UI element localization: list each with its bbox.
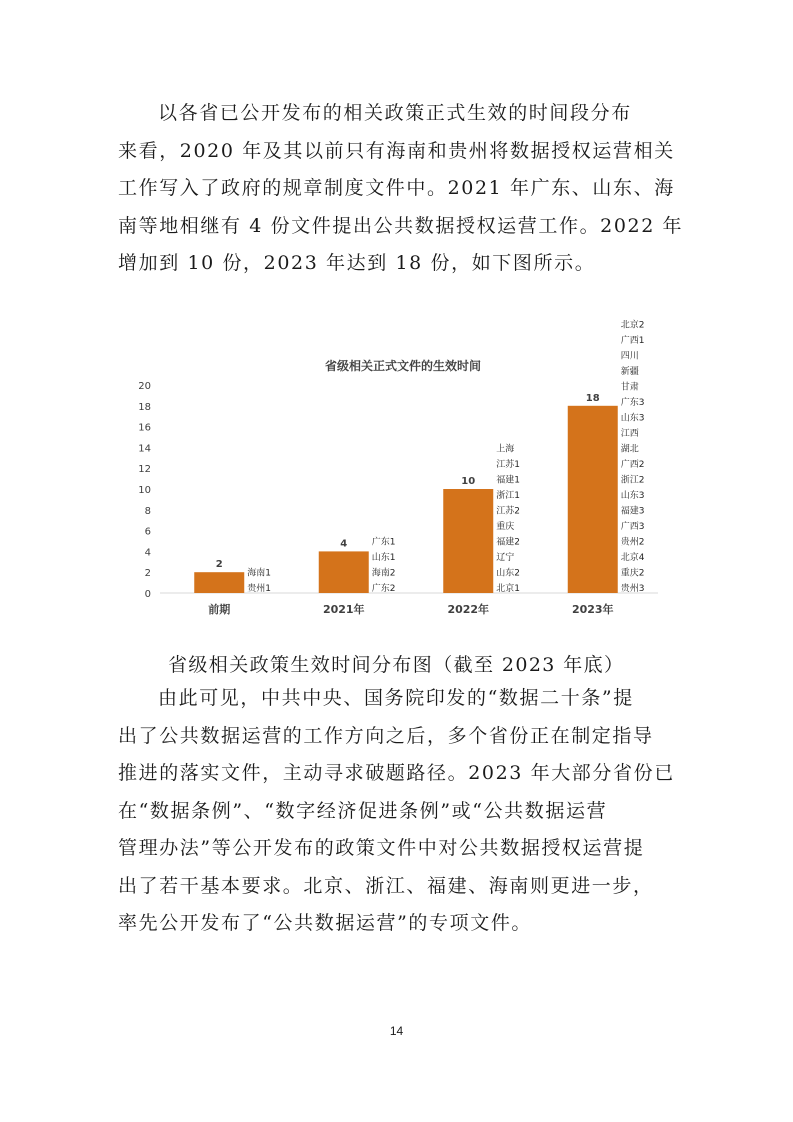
bar-annotation-label: 广东2 bbox=[371, 584, 396, 594]
y-tick-label: 0 bbox=[144, 589, 151, 600]
x-tick-label: 2023年 bbox=[571, 603, 614, 616]
x-tick-label: 2021年 bbox=[322, 603, 365, 616]
bar-annotation-label: 贵州2 bbox=[620, 537, 645, 548]
bar-annotation-label: 四川 bbox=[620, 351, 639, 362]
y-tick-label: 18 bbox=[138, 401, 151, 413]
bar-annotation-label: 广东1 bbox=[371, 537, 396, 548]
bar-annotation-label: 贵州3 bbox=[620, 584, 645, 594]
bar-annotation-label: 山东3 bbox=[620, 413, 645, 424]
bar-annotation-label: 江苏2 bbox=[496, 506, 520, 517]
bar bbox=[319, 551, 369, 593]
paragraph-line: 在“数据条例”、“数字经济促进条例”或“公共数据运营 bbox=[118, 799, 608, 822]
paragraph-line: 推进的落实文件，主动寻求破题路径。2023 年大部分省份已 bbox=[118, 762, 675, 784]
bar-annotation-label: 广西3 bbox=[620, 522, 645, 532]
bar-annotation-label: 山东1 bbox=[371, 553, 396, 563]
bar-annotation-label: 浙江2 bbox=[620, 475, 645, 486]
y-tick-label: 16 bbox=[138, 422, 151, 434]
bar-annotation-label: 贵州1 bbox=[247, 584, 271, 594]
bar-annotation-label: 江苏1 bbox=[496, 460, 520, 470]
bar-annotation-label: 重庆2 bbox=[620, 568, 645, 579]
bar-annotation-label: 北京1 bbox=[496, 584, 520, 594]
bar-annotation-label: 福建1 bbox=[496, 475, 520, 486]
bar-annotation-label: 福建2 bbox=[496, 537, 520, 548]
bar-annotation-label: 浙江1 bbox=[496, 491, 520, 501]
paragraph-line: 以各省已公开发布的相关政策正式生效的时间段分布 bbox=[158, 102, 632, 124]
bar-value-label: 4 bbox=[340, 538, 348, 550]
paragraph-line: 来看，2020 年及其以前只有海南和贵州将数据授权运营相关 bbox=[118, 139, 675, 162]
bar bbox=[568, 406, 618, 593]
y-tick-label: 10 bbox=[138, 485, 151, 496]
bar-annotation-label: 重庆 bbox=[496, 522, 515, 532]
bar-annotation-label: 新疆 bbox=[620, 367, 639, 377]
y-tick-label: 4 bbox=[144, 547, 151, 559]
x-tick-label: 前期 bbox=[208, 603, 231, 616]
bar-annotation-label: 北京2 bbox=[620, 320, 645, 331]
paragraph-line: 出了公共数据运营的工作方向之后，多个省份正在制定指导 bbox=[118, 724, 654, 747]
bar-annotation-label: 海南1 bbox=[247, 568, 271, 579]
paragraph-line: 率先公开发布了“公共数据运营”的专项文件。 bbox=[118, 912, 533, 934]
y-tick-label: 20 bbox=[138, 381, 151, 392]
bar-annotation-label: 江西 bbox=[620, 429, 639, 439]
bar bbox=[194, 572, 244, 593]
bar bbox=[443, 489, 493, 593]
paragraph-line: 工作写入了政府的规章制度文件中。2021 年广东、山东、海 bbox=[118, 177, 675, 199]
chart-title: 省级相关正式文件的生效时间 bbox=[324, 359, 482, 373]
paragraph-line: 南等地相继有 4 份文件提出公共数据授权运营工作。2022 年 bbox=[118, 214, 684, 237]
bar-annotation-label: 山东2 bbox=[496, 568, 520, 579]
bar-annotation-label: 广西1 bbox=[620, 336, 645, 346]
paragraph-line: 出了若干基本要求。北京、浙江、福建、海南则更进一步， bbox=[118, 874, 654, 897]
bar-annotation-label: 广东3 bbox=[620, 398, 645, 408]
bar-annotation-label: 北京4 bbox=[620, 553, 645, 563]
chart-caption: 省级相关政策生效时间分布图（截至 2023 年底） bbox=[168, 654, 625, 676]
paragraph-line: 由此可见，中共中央、国务院印发的“数据二十条”提 bbox=[158, 687, 634, 709]
paragraph-line: 增加到 10 份，2023 年达到 18 份，如下图所示。 bbox=[118, 252, 596, 274]
y-tick-label: 2 bbox=[144, 568, 151, 580]
bar-value-label: 10 bbox=[461, 476, 476, 487]
bar-annotation-label: 上海 bbox=[496, 444, 515, 455]
y-tick-label: 12 bbox=[138, 464, 151, 476]
page-number: 14 bbox=[389, 1024, 404, 1038]
bar-annotation-label: 山东3 bbox=[620, 491, 645, 501]
y-tick-label: 6 bbox=[144, 526, 151, 538]
paragraph-line: 管理办法”等公开发布的政策文件中对公共数据授权运营提 bbox=[118, 837, 645, 859]
bar-annotation-label: 辽宁 bbox=[496, 553, 515, 563]
y-tick-label: 14 bbox=[138, 443, 151, 455]
bar-annotation-label: 湖北 bbox=[620, 444, 639, 455]
bar-value-label: 18 bbox=[585, 392, 600, 404]
bar-annotation-label: 甘肃 bbox=[620, 382, 639, 393]
bar-annotation-label: 福建3 bbox=[620, 506, 645, 517]
bar-value-label: 2 bbox=[215, 559, 223, 571]
bar-annotation-label: 海南2 bbox=[371, 568, 396, 579]
bar-annotation-label: 广西2 bbox=[620, 460, 645, 470]
y-tick-label: 8 bbox=[144, 505, 151, 517]
x-tick-label: 2022年 bbox=[447, 603, 490, 616]
paragraph-2 bbox=[118, 680, 678, 943]
